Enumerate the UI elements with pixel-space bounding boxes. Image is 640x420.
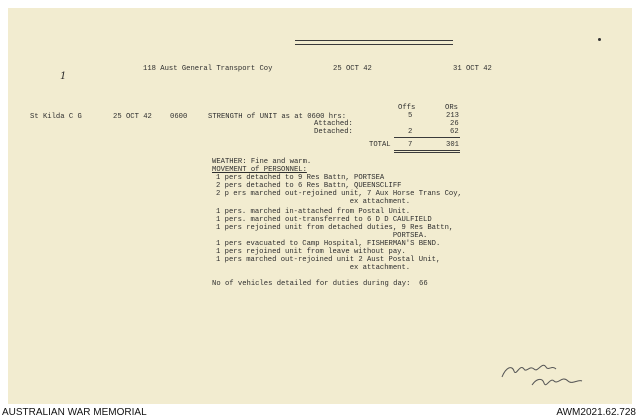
vehicles-line: No of vehicles detailed for duties during day: 66 <box>212 280 428 288</box>
weather: WEATHER: Fine and warm. <box>212 158 312 166</box>
total-rule-bottom <box>394 150 460 151</box>
movement-line: ex attachment. <box>216 198 411 206</box>
col-header-ors: ORs <box>445 104 458 112</box>
strength-offs: 5 <box>408 112 413 120</box>
total-rule-top <box>394 137 460 138</box>
detached-ors: 62 <box>450 128 459 136</box>
attached-ors: 26 <box>450 120 459 128</box>
movement-line: 1 pers rejoined unit from leave without pay. <box>216 248 406 256</box>
header-rule-bottom <box>295 44 453 45</box>
col-header-offs: Offs <box>398 104 416 112</box>
entry-place: St Kilda C G <box>30 113 82 121</box>
total-label: TOTAL <box>369 141 391 149</box>
movement-line: 1 pers detached to 9 Res Battn, PORTSEA <box>216 174 385 182</box>
footer-right: AWM2021.62.728 <box>556 407 636 418</box>
total-offs: 7 <box>408 141 413 149</box>
handwritten-signature <box>498 355 588 395</box>
entry-date: 25 OCT 42 <box>113 113 152 121</box>
movement-line: PORTSEA. <box>216 232 428 240</box>
header-rule-top <box>295 40 453 41</box>
total-ors: 301 <box>446 141 459 149</box>
movement-line: 1 pers. marched out-transferred to 6 D D CAULFIELD <box>216 216 432 224</box>
document-page <box>8 8 632 404</box>
unit-name: 118 Aust General Transport Coy <box>143 65 273 73</box>
movement-line: 1 pers marched out-rejoined unit 2 Aust Postal Unit, <box>216 256 441 264</box>
movement-line: 2 pers detached to 6 Res Battn, QUEENSCLIFF <box>216 182 402 190</box>
movement-line: ex attachment. <box>216 264 411 272</box>
date-from: 25 OCT 42 <box>333 65 372 73</box>
entry-time: 0600 <box>170 113 188 121</box>
detached-label: Detached: <box>314 128 353 136</box>
attached-label: Attached: <box>314 120 353 128</box>
detached-offs: 2 <box>408 128 413 136</box>
movement-line: 1 pers rejoined unit from detached duties, 9 Res Battn, <box>216 224 454 232</box>
total-rule-bottom-2 <box>394 152 460 153</box>
movement-line: 2 p ers marched out-rejoined unit, 7 Aux Horse Trans Coy, <box>216 190 462 198</box>
strength-ors: 213 <box>446 112 459 120</box>
margin-mark: 1 <box>60 71 67 82</box>
movement-heading: MOVEMENT of PERSONNEL: <box>212 166 307 174</box>
margin-dot <box>598 38 601 41</box>
movement-line: 1 pers evacuated to Camp Hospital, FISHERMAN'S BEND. <box>216 240 441 248</box>
movement-line: 1 pers. marched in-attached from Postal Unit. <box>216 208 411 216</box>
strength-label: STRENGTH of UNIT as at 0600 hrs: <box>208 113 347 121</box>
date-to: 31 OCT 42 <box>453 65 492 73</box>
footer-left: AUSTRALIAN WAR MEMORIAL <box>2 407 147 418</box>
